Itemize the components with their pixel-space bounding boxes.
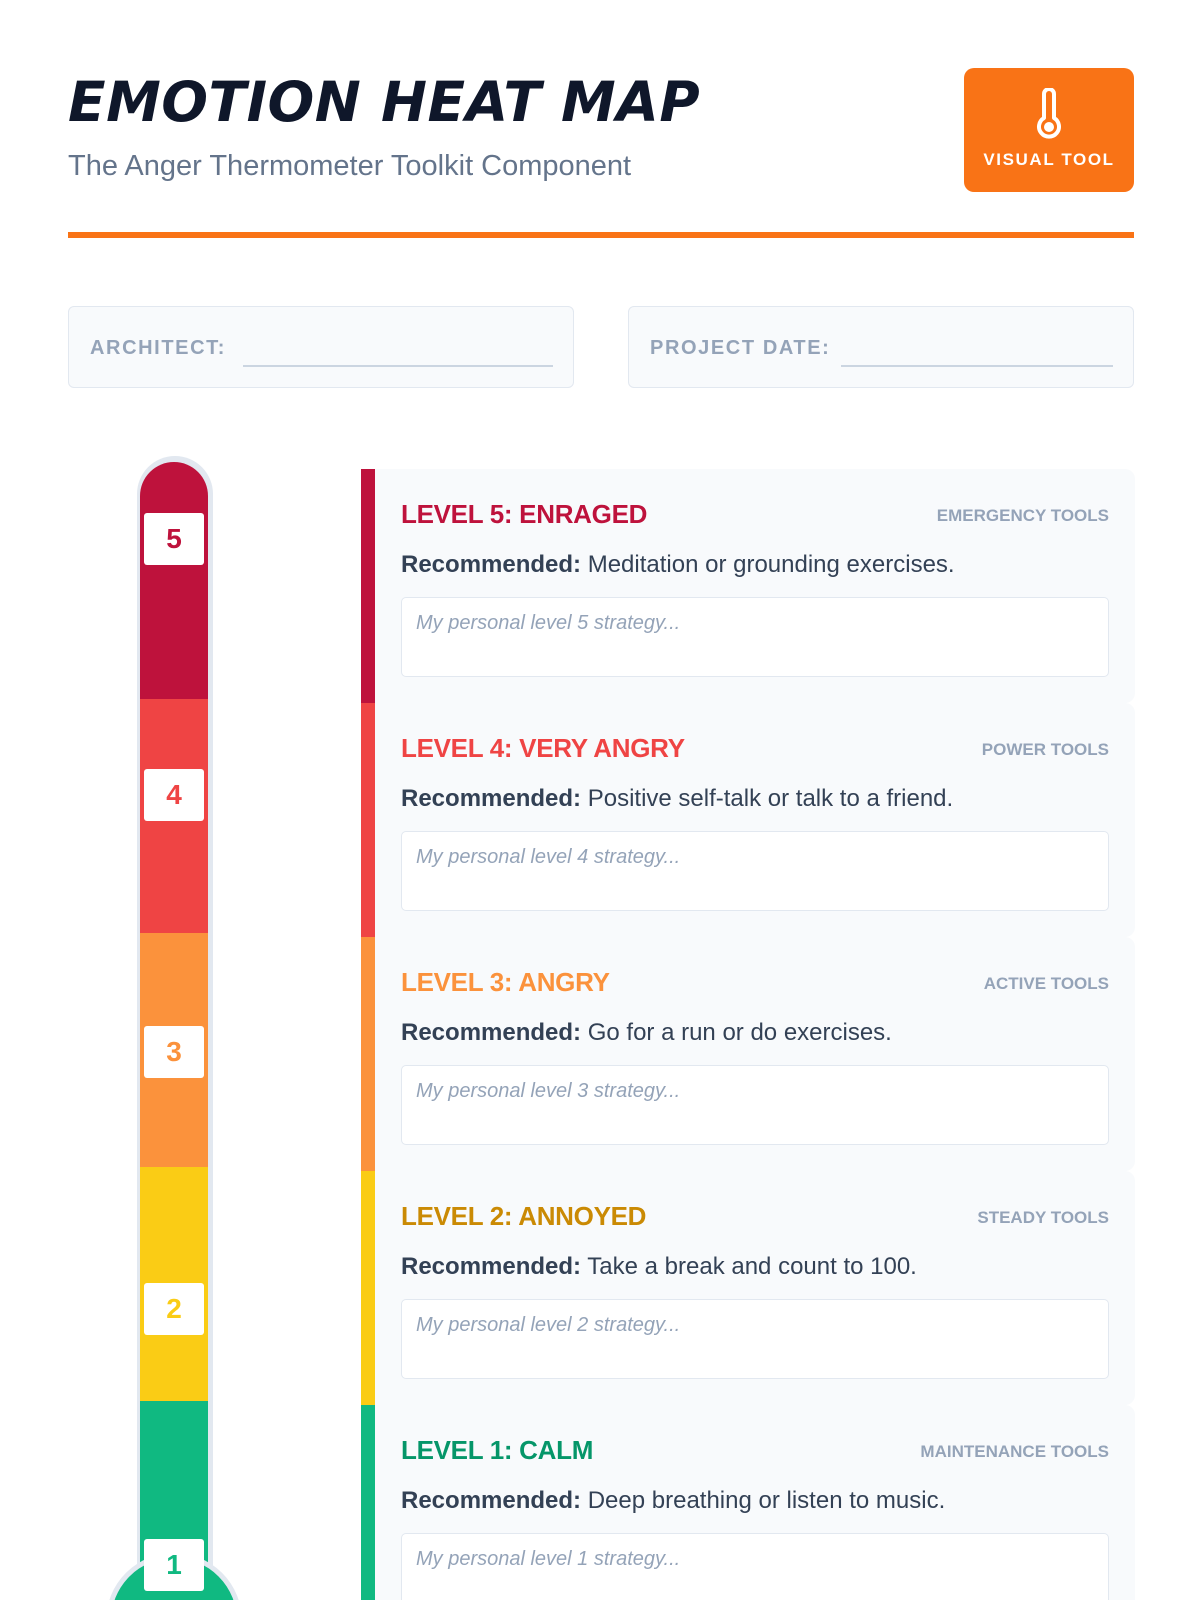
- project-date-input-line[interactable]: [841, 365, 1113, 367]
- level-recommendation: [401, 551, 955, 579]
- recommended-text: Go for a run or do exercises.: [581, 1019, 892, 1046]
- level-3-strategy-input[interactable]: [401, 1065, 1109, 1145]
- level-recommendation: [401, 1487, 945, 1515]
- level-card-5: [361, 469, 1135, 703]
- level-tag: EMERGENCY TOOLS: [936, 506, 1109, 525]
- level-recommendation: [401, 1253, 917, 1281]
- level-2-strategy-input[interactable]: [401, 1299, 1109, 1379]
- thermometer-marker-4: 4: [144, 769, 204, 821]
- level-tag: STEADY TOOLS: [977, 1208, 1109, 1227]
- recommended-label: Recommended:: [401, 1019, 582, 1046]
- project-date-field: [628, 306, 1134, 388]
- architect-field: [68, 306, 574, 388]
- recommended-text: Deep breathing or listen to music.: [581, 1487, 946, 1514]
- level-recommendation: [401, 785, 953, 813]
- level-title: LEVEL 1: CALM: [401, 1435, 594, 1465]
- level-tag: MAINTENANCE TOOLS: [920, 1442, 1109, 1461]
- thermometer-marker-2: 2: [144, 1283, 204, 1335]
- recommended-text: Take a break and count to 100.: [581, 1253, 917, 1280]
- level-title: LEVEL 3: ANGRY: [401, 967, 610, 997]
- thermometer-marker-3: 3: [144, 1026, 204, 1078]
- recommended-label: Recommended:: [401, 1487, 582, 1514]
- level-5-strategy-input[interactable]: [401, 597, 1109, 677]
- project-date-label: PROJECT DATE:: [650, 337, 831, 359]
- level-title: LEVEL 2: ANNOYED: [401, 1201, 647, 1231]
- architect-input-line[interactable]: [243, 365, 553, 367]
- recommended-label: Recommended:: [401, 551, 582, 578]
- level-card-3: [361, 937, 1135, 1171]
- page-subtitle: The Anger Thermometer Toolkit Component: [68, 150, 632, 182]
- recommended-text: Positive self-talk or talk to a friend.: [581, 785, 954, 812]
- recommended-label: Recommended:: [401, 785, 582, 812]
- level-4-strategy-input[interactable]: [401, 831, 1109, 911]
- thermometer-marker-5: 5: [144, 513, 204, 565]
- recommended-text: Meditation or grounding exercises.: [581, 551, 955, 578]
- level-1-strategy-input[interactable]: [401, 1533, 1109, 1600]
- visual-tool-label: VISUAL TOOL: [983, 150, 1115, 169]
- architect-label: ARCHITECT:: [90, 337, 226, 359]
- header: [68, 66, 1134, 196]
- visual-tool-badge: [964, 68, 1134, 192]
- thermometer-marker-1: 1: [144, 1539, 204, 1591]
- page-title: EMOTION HEAT MAP: [68, 70, 701, 134]
- level-tag: POWER TOOLS: [981, 740, 1109, 759]
- thermometer-icon: [1034, 88, 1064, 145]
- level-card-4: [361, 703, 1135, 937]
- level-recommendation: [401, 1019, 892, 1047]
- recommended-label: Recommended:: [401, 1253, 582, 1280]
- level-title: LEVEL 5: ENRAGED: [401, 499, 648, 529]
- thermometer-segment-5: [140, 462, 208, 699]
- header-divider: [68, 232, 1134, 238]
- anger-thermometer: [106, 456, 242, 1600]
- level-card-2: [361, 1171, 1135, 1405]
- level-title: LEVEL 4: VERY ANGRY: [401, 733, 685, 763]
- level-card-1: [361, 1405, 1135, 1600]
- level-tag: ACTIVE TOOLS: [983, 974, 1109, 993]
